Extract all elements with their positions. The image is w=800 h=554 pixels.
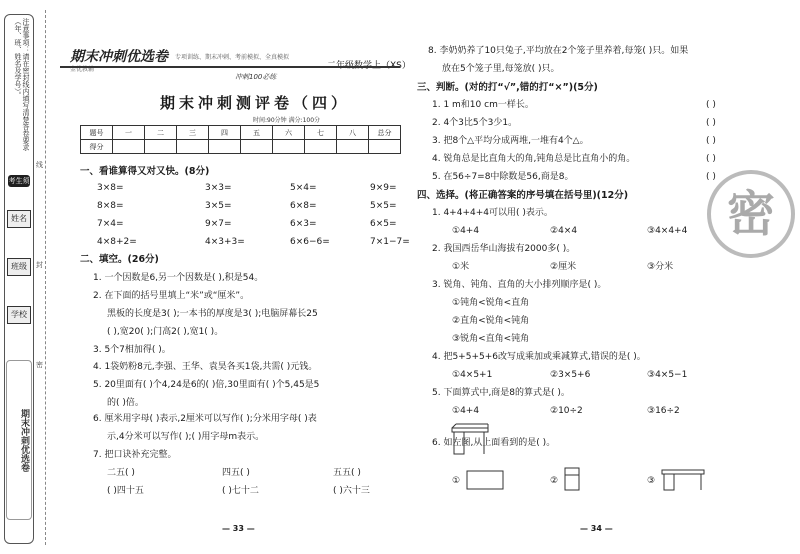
choice-option[interactable]: ③4×5−1 bbox=[647, 370, 688, 380]
choice-option[interactable]: ②4×4 bbox=[550, 226, 578, 236]
calc-item: 5×4= bbox=[290, 183, 317, 193]
choice-option[interactable]: ①米 bbox=[452, 262, 470, 272]
calc-item: 9×7= bbox=[205, 219, 232, 229]
judge-item: 5. 在56÷7=8中除数是56,商是8。 bbox=[432, 172, 574, 182]
choice-option[interactable]: ② bbox=[550, 476, 559, 486]
rhyme-item: 五五( ) bbox=[333, 468, 361, 478]
time-score-line: 时间:90分钟 满分:100分 bbox=[253, 117, 321, 124]
fill-question: 5. 20里面有( )个4,24是6的( )倍,30里面有( )个5,45是5 bbox=[93, 380, 320, 390]
choice-option[interactable]: ① bbox=[452, 476, 461, 486]
name-field-label: 姓名 bbox=[7, 210, 31, 228]
score-cell: 一 bbox=[113, 126, 145, 140]
choice-question: 2. 我国西岳华山海拔有2000多( )。 bbox=[432, 244, 576, 254]
sprint-label: 冲刺100必练 bbox=[235, 73, 277, 81]
choice-question: 3. 锐角、钝角、直角的大小排列顺序是( )。 bbox=[432, 280, 607, 290]
calc-item: 6×6−6= bbox=[290, 237, 330, 247]
score-input-cell[interactable] bbox=[177, 140, 209, 154]
choice-option[interactable]: ③分米 bbox=[647, 262, 674, 272]
judge-item: 1. 1 m和10 cm一样长。 bbox=[432, 100, 534, 110]
choice-option[interactable]: ②直角<锐角<钝角 bbox=[452, 316, 530, 326]
judge-answer[interactable]: ( ) bbox=[706, 172, 716, 182]
desk-view-option-3 bbox=[661, 468, 707, 492]
sidebar-badge: 考生须知 bbox=[8, 177, 30, 197]
rhyme-item: ( )七十二 bbox=[222, 486, 259, 496]
school-field-label: 学校 bbox=[7, 306, 31, 324]
score-cell: 六 bbox=[273, 126, 305, 140]
fill-question: 黑板的长度是3( );一本书的厚度是3( );电脑屏幕长25 bbox=[107, 309, 318, 319]
fill-question: 7. 把口诀补充完整。 bbox=[93, 450, 177, 460]
score-cell: 题号 bbox=[81, 126, 113, 140]
rhyme-item: 二五( ) bbox=[107, 468, 135, 478]
fill-question: 8. 李奶奶养了10只兔子,平均放在2个笼子里养着,每笼( )只。如果 bbox=[428, 46, 689, 56]
choice-question: 1. 4+4+4+4可以用( )表示。 bbox=[432, 208, 553, 218]
calc-item: 6×5= bbox=[370, 219, 397, 229]
judge-answer[interactable]: ( ) bbox=[706, 136, 716, 146]
brand-logo: 期末冲刺优选卷 bbox=[70, 49, 168, 65]
calc-item: 3×3= bbox=[205, 183, 232, 193]
fill-question: ( ),宽20( );门高2( ),宽1( )。 bbox=[107, 327, 224, 337]
judge-item: 4. 锐角总是比直角大的角,钝角总是比直角小的角。 bbox=[432, 154, 636, 164]
seal-line-mark: 密 bbox=[36, 361, 43, 369]
grade-label: 二年级数学上（XS） bbox=[327, 61, 411, 71]
score-cell: 七 bbox=[305, 126, 337, 140]
score-header-row bbox=[81, 126, 401, 140]
rhyme-item: ( )四十五 bbox=[107, 486, 144, 496]
fill-question: 示,4分米可以写作( );( )用字母m表示。 bbox=[107, 432, 265, 442]
score-input-cell[interactable] bbox=[145, 140, 177, 154]
choice-option[interactable]: ③4×4+4 bbox=[647, 226, 688, 236]
score-row-label: 得分 bbox=[81, 140, 113, 154]
brand-sub: 金优教辅 bbox=[70, 66, 95, 73]
calc-item: 3×8= bbox=[97, 183, 124, 193]
score-table bbox=[80, 125, 401, 154]
score-input-cell[interactable] bbox=[241, 140, 273, 154]
fill-question: 1. 一个因数是6,另一个因数是( ),积是54。 bbox=[93, 273, 264, 283]
desk-view-option-1 bbox=[466, 470, 506, 492]
score-input-cell[interactable] bbox=[113, 140, 145, 154]
score-cell: 总分 bbox=[369, 126, 401, 140]
choice-option[interactable]: ③ bbox=[647, 476, 656, 486]
choice-question: 4. 把5+5+5+6改写成乘加或乘减算式,错误的是( )。 bbox=[432, 352, 646, 362]
choice-option[interactable]: ①钝角<锐角<直角 bbox=[452, 298, 530, 308]
choice-option[interactable]: ①4+4 bbox=[452, 406, 480, 416]
fill-question: 2. 在下面的括号里填上“米”或“厘米”。 bbox=[93, 291, 250, 301]
judge-answer[interactable]: ( ) bbox=[706, 100, 716, 110]
seal-stamp: 密 bbox=[707, 170, 795, 258]
fill-question: 的( )倍。 bbox=[107, 398, 144, 408]
score-input-cell[interactable] bbox=[273, 140, 305, 154]
seal-line-mark: 封 bbox=[36, 261, 43, 269]
fill-question: 3. 5个7相加得( )。 bbox=[93, 345, 171, 355]
choice-question: 6. 如左图,从上面看到的是( )。 bbox=[432, 438, 556, 448]
choice-option[interactable]: ①4×5+1 bbox=[452, 370, 493, 380]
score-input-cell[interactable] bbox=[369, 140, 401, 154]
choice-option[interactable]: ②10÷2 bbox=[550, 406, 583, 416]
section-1-title: 一、看谁算得又对又快。(8分) bbox=[80, 166, 210, 177]
sidebar-logo: 期末冲刺优选卷 bbox=[6, 360, 32, 520]
fill-question: 放在5个笼子里,每笼放( )只。 bbox=[442, 64, 560, 74]
seal-line-mark: 线 bbox=[36, 161, 43, 169]
score-cell: 四 bbox=[209, 126, 241, 140]
page-number-right: — 34 — bbox=[580, 524, 613, 533]
score-cell: 三 bbox=[177, 126, 209, 140]
calc-item: 8×8= bbox=[97, 201, 124, 211]
calc-item: 3×5= bbox=[205, 201, 232, 211]
sidebar-notice: 注意事项：请在密封线内填写清楚答卷要求（年、班、姓名及学号）。 bbox=[14, 18, 30, 151]
judge-item: 2. 4个3比5个3少1。 bbox=[432, 118, 518, 128]
choice-option[interactable]: ③锐角<直角<钝角 bbox=[452, 334, 530, 344]
choice-option[interactable]: ②3×5+6 bbox=[550, 370, 591, 380]
score-cell: 二 bbox=[145, 126, 177, 140]
rhyme-item: ( )六十三 bbox=[333, 486, 370, 496]
score-input-cell[interactable] bbox=[305, 140, 337, 154]
fill-question: 4. 1袋奶粉8元,李强、王华、袁昊各买1袋,共需( )元钱。 bbox=[93, 362, 318, 372]
calc-item: 4×8+2= bbox=[97, 237, 137, 247]
exam-title: 期末冲刺测评卷（四） bbox=[160, 94, 351, 112]
class-field-label: 班级 bbox=[7, 258, 31, 276]
score-cell: 八 bbox=[337, 126, 369, 140]
score-value-row bbox=[81, 140, 401, 154]
calc-item: 5×5= bbox=[370, 201, 397, 211]
choice-option[interactable]: ③16÷2 bbox=[647, 406, 680, 416]
choice-option[interactable]: ①4+4 bbox=[452, 226, 480, 236]
calc-item: 9×9= bbox=[370, 183, 397, 193]
calc-item: 7×1−7= bbox=[370, 237, 410, 247]
rhyme-item: 四五( ) bbox=[222, 468, 250, 478]
brand-tagline: 专项训练、期末冲刺、考前模拟、全真模拟 bbox=[175, 54, 290, 61]
judge-answer[interactable]: ( ) bbox=[706, 118, 716, 128]
seal-line bbox=[45, 10, 46, 545]
choice-option[interactable]: ②厘米 bbox=[550, 262, 577, 272]
page-number-left: — 33 — bbox=[222, 524, 255, 533]
calc-item: 6×8= bbox=[290, 201, 317, 211]
calc-item: 6×3= bbox=[290, 219, 317, 229]
section-4-title: 四、选择。(将正确答案的序号填在括号里)(12分) bbox=[417, 190, 629, 201]
score-input-cell[interactable] bbox=[337, 140, 369, 154]
desk-view-option-2 bbox=[563, 466, 583, 492]
header-rule bbox=[60, 66, 400, 68]
score-input-cell[interactable] bbox=[209, 140, 241, 154]
judge-answer[interactable]: ( ) bbox=[706, 154, 716, 164]
section-3-title: 三、判断。(对的打“√”,错的打“×”)(5分) bbox=[417, 82, 598, 93]
desk-figure bbox=[450, 422, 492, 456]
choice-question: 5. 下面算式中,商是8的算式是( )。 bbox=[432, 388, 570, 398]
calc-item: 4×3+3= bbox=[205, 237, 245, 247]
fill-question: 6. 厘米用字母( )表示,2厘米可以写作( );分米用字母( )表 bbox=[93, 414, 317, 424]
score-cell: 五 bbox=[241, 126, 273, 140]
section-2-title: 二、填空。(26分) bbox=[80, 254, 159, 265]
calc-item: 7×4= bbox=[97, 219, 124, 229]
judge-item: 3. 把8个△平均分成两堆,一堆有4个△。 bbox=[432, 136, 589, 146]
